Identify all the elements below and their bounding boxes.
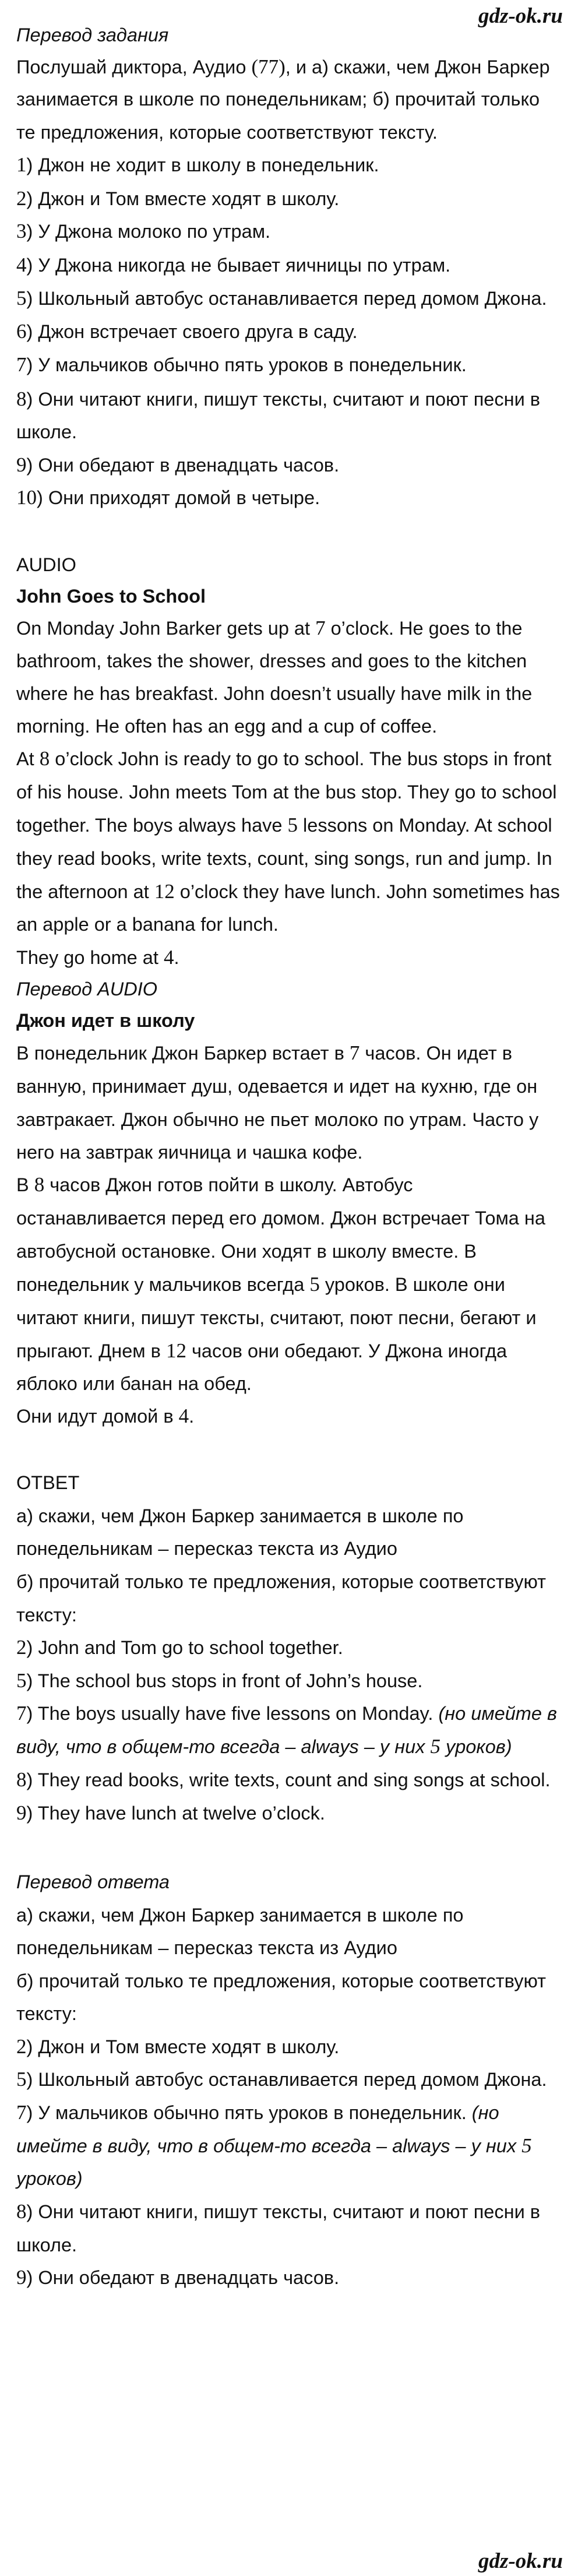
text-line: яблоко или банан на обед.	[16, 1373, 252, 1394]
text-line: Перевод ответа	[16, 1871, 170, 1892]
text-line: ОТВЕТ	[16, 1472, 80, 1493]
text-line: 6) Джон встречает своего друга в саду.	[16, 320, 358, 343]
text-line: 2) Джон и Том вместе ходят в школу.	[16, 2035, 340, 2058]
watermark-bottom: gdz-ok.ru	[478, 2549, 563, 2573]
text-line: а) скажи, чем Джон Баркер занимается в школе по	[16, 1505, 464, 1526]
text-line: 5) Школьный автобус останавливается перед домом Джона.	[16, 2068, 547, 2091]
text-line: 9) Они обедают в двенадцать часов.	[16, 2266, 340, 2289]
text-line: bathroom, takes the shower, dresses and goes to the kitchen	[16, 650, 527, 671]
text-line: занимается в школе по понедельникам; б) прочитай только	[16, 89, 540, 110]
text-line: В 8 часов Джон готов пойти в школу. Автобус	[16, 1173, 413, 1196]
text-line: At 8 o’clock John is ready to go to school. The bus stops in front	[16, 747, 552, 770]
text-line: where he has breakfast. John doesn’t usually have milk in the	[16, 683, 533, 704]
italic-note: (но имейте в	[438, 1703, 557, 1724]
text-line: the afternoon at 12 o’clock they have lunch. John sometimes has	[16, 880, 560, 903]
text-line: 7) У мальчиков обычно пять уроков в понедельник.	[16, 353, 467, 376]
text-line: 1) Джон не ходит в школу в понедельник.	[16, 153, 379, 176]
text-line: 7) The boys usually have five lessons on Monday. (но имейте в	[16, 1702, 557, 1725]
text-line: Они идут домой в 4.	[16, 1405, 195, 1427]
text-line: 4) У Джона никогда не бывает яичницы по утрам.	[16, 254, 451, 276]
text-line: читают книги, пишут тексты, считают, поют песни, бегают и	[16, 1307, 537, 1328]
text-line: тексту:	[16, 2003, 77, 2024]
text-line: they read books, write texts, count, sing songs, run and jump. In	[16, 848, 552, 869]
text-line: They go home at 4.	[16, 946, 179, 969]
text-line: те предложения, которые соответствуют тексту.	[16, 122, 438, 143]
text-line: 8) Они читают книги, пишут тексты, считают и поют песни в	[16, 388, 541, 410]
text-line: Послушай диктора, Аудио (77), и а) скажи, чем Джон Баркер	[16, 55, 550, 78]
text-line: школе.	[16, 2234, 77, 2255]
text-line: школе.	[16, 421, 77, 442]
text-line: завтракает. Джон обычно не пьет молоко по утрам. Часто у	[16, 1109, 539, 1130]
text-line: Джон идет в школу	[16, 1010, 195, 1031]
text-line: Перевод задания	[16, 24, 169, 45]
text-line: Перевод AUDIO	[16, 979, 158, 1000]
text-line: понедельник у мальчиков всегда 5 уроков. В школе они	[16, 1273, 505, 1296]
text-line: 5) Школьный автобус останавливается перед домом Джона.	[16, 287, 547, 309]
text-line: ванную, принимает душ, одевается и идет на кухню, где он	[16, 1076, 538, 1097]
text-line: 2) Джон и Том вместе ходят в школу.	[16, 187, 340, 210]
text-line: 9) They have lunch at twelve o’clock.	[16, 1801, 325, 1824]
text-line: прыгают. Днем в 12 часов они обедают. У Джона иногда	[16, 1339, 507, 1362]
text-line: а) скажи, чем Джон Баркер занимается в школе по	[16, 1905, 464, 1926]
watermark-top: gdz-ok.ru	[478, 4, 563, 28]
italic-note: (но	[471, 2102, 499, 2123]
text-line: виду, что в общем-то всегда – always – у них 5 уроков)	[16, 1735, 512, 1758]
text-line: 10) Они приходят домой в четыре.	[16, 486, 320, 509]
text-line: В понедельник Джон Баркер встает в 7 часов. Он идет в	[16, 1041, 513, 1064]
text-line: уроков)	[16, 2168, 83, 2189]
text-line: него на завтрак яичница и чашка кофе.	[16, 1142, 363, 1163]
text-line: AUDIO	[16, 554, 76, 575]
text-line: an apple or a banana for lunch.	[16, 914, 279, 935]
text-line: автобусной остановке. Они ходят в школу вместе. В	[16, 1241, 477, 1262]
text-line: б) прочитай только те предложения, которые соответствуют	[16, 1571, 546, 1592]
text-line: 2) John and Tom go to school together.	[16, 1636, 343, 1659]
text-line: John Goes to School	[16, 586, 206, 607]
text-line: имейте в виду, что в общем-то всегда – always – у них 5	[16, 2134, 532, 2157]
text-line: 8) They read books, write texts, count and sing songs at school.	[16, 1768, 551, 1791]
text-line: понедельникам – пересказ текста из Аудио	[16, 1538, 397, 1559]
text-line: morning. He often has an egg and a cup of coffee.	[16, 716, 438, 737]
text-line: together. The boys always have 5 lessons on Monday. At school	[16, 814, 552, 836]
text-line: 3) У Джона молоко по утрам.	[16, 220, 271, 242]
text-line: б) прочитай только те предложения, которые соответствуют	[16, 1970, 546, 1991]
text-line: 7) У мальчиков обычно пять уроков в понедельник. (но	[16, 2101, 499, 2124]
text-line: останавливается перед его домом. Джон встречает Тома на	[16, 1208, 545, 1229]
text-line: On Monday John Barker gets up at 7 o’clock. He goes to the	[16, 617, 523, 639]
text-line: of his house. John meets Tom at the bus stop. They go to school	[16, 782, 557, 803]
text-line: 5) The school bus stops in front of John’s house.	[16, 1669, 423, 1692]
text-line: 9) Они обедают в двенадцать часов.	[16, 453, 340, 476]
text-line: тексту:	[16, 1604, 77, 1625]
text-line: 8) Они читают книги, пишут тексты, считают и поют песни в	[16, 2200, 541, 2223]
text-line: понедельникам – пересказ текста из Аудио	[16, 1937, 397, 1958]
